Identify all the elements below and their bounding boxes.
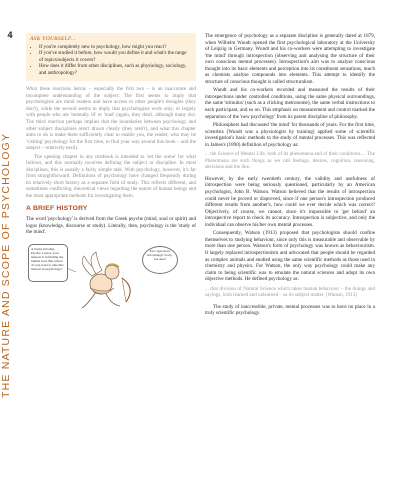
body-paragraph: However, by the early twentieth century, the validity and usefulness of introspection were being seriously questioned, particularly by an American psychologist, John B. Watson. Watson believed that the results of introspection could never be proved or disproved, since if one person's introspection produced different results from another's, how could we ever decide which was correct? Objectively, of course, we cannot, since it's impossible to 'get behind' an introspective report to check its accuracy. Introspection is subjective, and only the individual can observe his/her own mental processes. bbox=[205, 175, 375, 228]
speech-bubble: A future in being, Psyche. I know your interest is in finding the human soul. But where do you want to take this interest in psychology? bbox=[28, 244, 68, 282]
body-paragraph: Philosophers had discussed 'the mind' for thousands of years. For the first time, scientists (Wundt was a physiologist by training) applied some of scientific investigation's basic methods to the study of mental processes. This was reflected in James's (1890) definition of psychology as: bbox=[205, 122, 375, 148]
body-paragraph: The word 'psychology' is derived from the Greek psyche (mind, soul or spirit) and logos (knowledge, discourse or study). Literally, then, psychology is the 'study of the mind'. bbox=[26, 216, 196, 236]
left-column bbox=[26, 33, 196, 322]
speech-bubble: Few ages more knowledge! Sorry, not sure! bbox=[142, 246, 178, 274]
ask-yourself-title: ASK YOURSELF... bbox=[30, 36, 76, 42]
ask-item: • How does it differ from other disciplines, such as physiology, sociology, and anthropology? bbox=[39, 63, 192, 76]
cartoon-illustration bbox=[26, 242, 196, 322]
ask-item: • If you're completely new to psychology, how might you react? bbox=[39, 44, 192, 51]
ask-yourself-list bbox=[30, 44, 192, 77]
body-paragraph: The emergence of psychology as a separate discipline is generally dated at 1879, when Wilhelm Wundt opened the first psychological laboratory at the University of Leipzig in Germany. Wundt and his co-workers were attempting to investigate 'the mind' through introspection (observing and analysing the structure of their own conscious mental processes). Introspection's aim was to analyse conscious thought into its basic elements and perception into its constituent sensations, much as chemists analyse compounds into elements. This attempt to identify the structure of conscious thought is called structuralism. bbox=[205, 33, 375, 85]
body-paragraph: Consequently, Watson (1913) proposed that psychologists should confine themselves to studying behaviour, since only this is measurable and observable by more than one person. Watson's form of psychology was known as behaviourism. It largely replaced introspectionism and advocated that people should be regarded as complex animals and studied using the same scientific methods as those used in chemistry and physics. For Watson, the only way psychology could make any claim to being scientific was to emulate the natural sciences and adopt its own objective methods. He defined psychology as: bbox=[205, 230, 375, 283]
body-paragraph: The study of inaccessible, private, mental processes was to have no place in a truly scientific psychology. bbox=[205, 303, 375, 317]
body-paragraph: The opening chapter in any textbook is intended to 'set the scene' for what follows, and this normally involves defining the subject or discipline. In most disciplines, this is usually a fairly simple task. With psychology, however, it's far from straightforward. Definitions of psychology have changed frequently during its relatively short history as a separate field of study. This reflects different, and sometimes conflicting, theoretical views regarding the nature of human beings and the most appropriate methods for investigating them. bbox=[26, 153, 196, 200]
ask-yourself-box bbox=[26, 33, 196, 81]
running-title: THE NATURE AND SCOPE OF PSYCHOLOGY bbox=[0, 132, 12, 398]
block-quote: ... the Science of Mental Life, both of its phenomena and of their conditions ... The Phenomena are such things as we call feelings, desires, cognition, reasoning, decisions and the like. bbox=[205, 151, 375, 171]
page-number: 4 bbox=[7, 30, 13, 40]
right-column bbox=[205, 33, 375, 319]
block-quote: ... that division of Natural Science which takes human behaviour – the doings and sayings, both learned and unlearned – as its subject matter. (Watson, 1913) bbox=[205, 285, 375, 299]
body-paragraph: Wundt and his co-workers recorded and measured the results of their introspections under controlled conditions, using the same physical surroundings, the same 'stimulus' (such as a clicking metronome), the same verbal instructions to each participant, and so on. This emphasis on measurement and control marked the separation of the 'new psychology' from its parent discipline of philosophy. bbox=[205, 87, 375, 120]
ask-item: • If you've studied it before, how would you define it and what's the range of topics/subjects it covers? bbox=[39, 50, 192, 63]
body-paragraph: What these reactions betray – especially the first two – is an inaccurate and incomplete understanding of the subject. The first seems to imply that psychologists are mind readers and have access to other people's thoughts (they don't), while the second seems to imply that psychologists work only, or largely with people who are 'mentally ill' or 'mad' (again, they don't, although many do). The third reaction perhaps implies that the boundaries between psychology and other subject disciplines aren't drawn clearly (they aren't), and what this chapter aims to do is make them sufficiently clear to enable you, the reader, who may be 'visiting' psychology for the first time, to find your way around this book – and the subject – relatively easily. bbox=[26, 86, 196, 152]
section-heading: A BRIEF HISTORY bbox=[26, 204, 88, 212]
